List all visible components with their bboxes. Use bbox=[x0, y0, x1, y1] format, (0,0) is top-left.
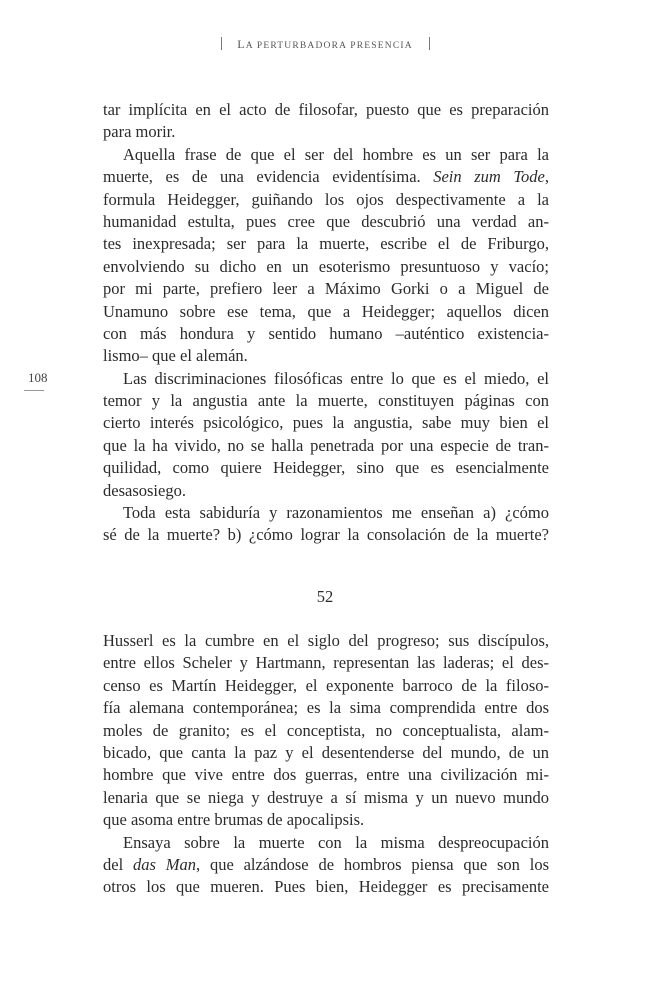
text-line: para morir. bbox=[103, 122, 176, 142]
text-line: Ensaya sobre la muerte con la misma despreocupación bbox=[123, 832, 549, 852]
text-line: Aquella frase de que el ser del hombre es un ser para la bbox=[123, 144, 549, 164]
text-fragment: del bbox=[103, 854, 124, 874]
text-fragment: , bbox=[544, 167, 550, 187]
text-line: censo es Martín Heidegger, el exponente barroco de la filoso- bbox=[103, 675, 549, 695]
running-head-left-rule bbox=[221, 37, 222, 50]
page-number-rule bbox=[24, 390, 44, 391]
text-line: cierto interés psicológico, pues la angustia, sabe muy bien el bbox=[103, 413, 549, 433]
text-line: tes inexpresada; ser para la muerte, escribe el de Friburgo, bbox=[103, 234, 549, 254]
text-block-upper bbox=[103, 99, 549, 547]
text-line: Unamuno sobre ese tema, que a Heidegger; aquellos dicen bbox=[103, 301, 549, 321]
text-line: hombre que vive entre dos guerras, entre una civilización mi- bbox=[103, 765, 549, 785]
text-line: quilidad, como quiere Heidegger, sino que es esencialmente bbox=[103, 458, 549, 478]
running-head-right-rule bbox=[429, 37, 430, 50]
text-line: envolviendo su dicho en un esoterismo presuntuoso y vacío; bbox=[103, 256, 549, 276]
text-line: fía alemana contemporánea; es la sima comprendida entre dos bbox=[103, 698, 549, 718]
text-line: Las discriminaciones filosóficas entre lo que es el miedo, el bbox=[123, 368, 549, 388]
text-line: del das Man, que alzándose de hombros piensa que son los bbox=[103, 854, 550, 874]
text-fragment: que alzándose de hombros piensa que son los bbox=[209, 854, 550, 874]
text-line: formula Heidegger, guiñando los ojos despectivamente a la bbox=[103, 189, 549, 209]
italic-phrase: das Man bbox=[133, 854, 196, 874]
italic-phrase: Sein zum Tode bbox=[433, 167, 545, 187]
text-line bbox=[103, 166, 549, 188]
running-head bbox=[0, 37, 650, 52]
text-line: tar implícita en el acto de filosofar, puesto que es preparación bbox=[103, 100, 549, 119]
text-line: desasosiego. bbox=[103, 480, 186, 500]
text-line: humanidad estulta, pues cree que descubrió una verdad an- bbox=[103, 211, 549, 231]
text-line: por mi parte, prefiero leer a Máximo Gorki o a Miguel de bbox=[103, 279, 549, 299]
text-line: temor y la angustia ante la muerte, constituyen páginas con bbox=[103, 391, 549, 411]
text-line: otros los que mueren. Pues bien, Heidegger es precisamente bbox=[103, 877, 549, 897]
running-head-text: A PERTURBADORA PRESENCIA bbox=[245, 41, 413, 51]
text-fragment: muerte, es de una evidencia evidentísima. bbox=[103, 167, 421, 187]
text-line: Husserl es la cumbre en el siglo del progreso; sus discípulos, bbox=[103, 631, 549, 650]
text-line: con más hondura y sentido humano –auténtico existencia- bbox=[103, 323, 549, 343]
running-head-initial: L bbox=[237, 37, 246, 51]
text-line: lenaria que se niega y destruye a sí misma y un nuevo mundo bbox=[103, 787, 549, 807]
text-line: sé de la muerte? b) ¿cómo lograr la consolación de la muerte? bbox=[103, 525, 549, 545]
text-line: entre ellos Scheler y Hartmann, representan las laderas; el des- bbox=[103, 653, 549, 673]
text-line: moles de granito; es el conceptista, no conceptualista, alam- bbox=[103, 720, 549, 740]
text-line: lismo– que el alemán. bbox=[103, 346, 248, 366]
text-line: bicado, que canta la paz y el desentenderse del mundo, de un bbox=[103, 742, 549, 762]
text-line: Toda esta sabiduría y razonamientos me enseñan a) ¿cómo bbox=[123, 503, 549, 523]
section-number: 52 bbox=[316, 587, 334, 606]
text-line: que asoma entre brumas de apocalipsis. bbox=[103, 810, 365, 830]
page-number: 108 bbox=[28, 370, 48, 385]
text-line: que la ha vivido, no se halla penetrada por una especie de tran- bbox=[103, 435, 549, 455]
text-block-lower bbox=[103, 630, 549, 899]
